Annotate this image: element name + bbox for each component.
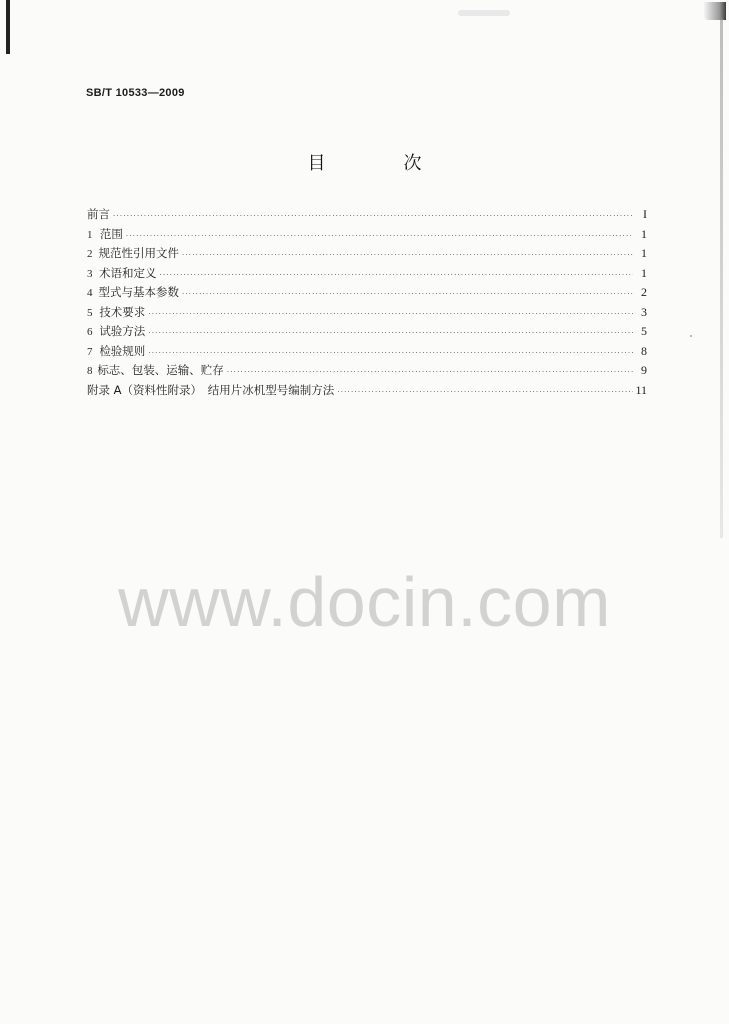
scan-edge-left [6, 0, 10, 54]
toc-entry-page: 9 [641, 363, 647, 377]
scan-mark [458, 10, 510, 16]
toc-entry-page: 2 [641, 285, 647, 299]
toc-entry-inspection-rules[interactable] [87, 343, 647, 363]
toc-title: 目 次 [307, 153, 452, 174]
toc-entry-text: 检验规则 [99, 343, 146, 358]
toc-leader-dots [160, 271, 633, 279]
toc-entry-number: 6 [87, 326, 93, 338]
toc-entry-foreword[interactable] [87, 206, 647, 226]
toc-entry-number: 8 [87, 365, 93, 377]
toc-entry-page: 11 [635, 382, 647, 397]
toc-entry-normative-references[interactable] [87, 245, 647, 265]
toc-entry-text: 型式与基本参数 [98, 285, 179, 299]
toc-entry-text: 标志、包装、运输、贮存 [97, 363, 224, 377]
toc-leader-dots [113, 212, 633, 220]
toc-entry-annex-a[interactable] [87, 382, 647, 402]
toc-entry-page: 3 [641, 304, 647, 319]
toc-entry-technical-requirements[interactable] [87, 304, 647, 324]
toc-entry-number: 1 [87, 228, 93, 241]
scan-speck [690, 335, 692, 337]
standard-code: SB/T 10533—2009 [86, 87, 185, 99]
toc-leader-dots [148, 349, 633, 357]
scan-edge-right [720, 18, 723, 538]
toc-entry-text: 前言 [87, 207, 110, 221]
table-of-contents [87, 206, 647, 401]
toc-entry-page: 5 [641, 324, 647, 338]
toc-entry-number: 2 [87, 248, 93, 260]
toc-entry-text: 规范性引用文件 [98, 246, 179, 260]
toc-entry-page: 1 [641, 265, 647, 280]
toc-entry-test-methods[interactable] [87, 323, 647, 343]
toc-leader-dots [182, 290, 633, 298]
toc-entry-types-parameters[interactable] [87, 284, 647, 304]
toc-entry-marking-packaging[interactable] [87, 362, 647, 382]
toc-entry-text: 试验方法 [99, 324, 146, 338]
toc-entry-text: 术语和定义 [99, 265, 157, 280]
toc-entry-page: I [643, 207, 647, 221]
toc-leader-dots [148, 329, 633, 337]
toc-entry-text: 附录 A（资料性附录） 结用片冰机型号编制方法 [87, 382, 335, 397]
toc-leader-dots [126, 232, 633, 240]
toc-entry-number: 4 [87, 287, 93, 299]
toc-entry-text: 技术要求 [99, 304, 146, 319]
toc-leader-dots [182, 251, 633, 259]
toc-entry-number: 5 [87, 306, 93, 319]
toc-entry-text: 范围 [99, 226, 123, 241]
toc-entry-terms-definitions[interactable] [87, 265, 647, 285]
toc-leader-dots [337, 388, 633, 396]
toc-entry-number: 7 [87, 345, 93, 358]
toc-entry-page: 1 [641, 246, 647, 260]
toc-leader-dots [227, 368, 633, 376]
watermark: www.docin.com [118, 563, 611, 641]
toc-entry-number: 3 [87, 267, 93, 280]
toc-entry-scope[interactable] [87, 226, 647, 246]
toc-entry-page: 8 [641, 343, 647, 358]
toc-leader-dots [148, 310, 633, 318]
toc-entry-page: 1 [641, 226, 647, 241]
